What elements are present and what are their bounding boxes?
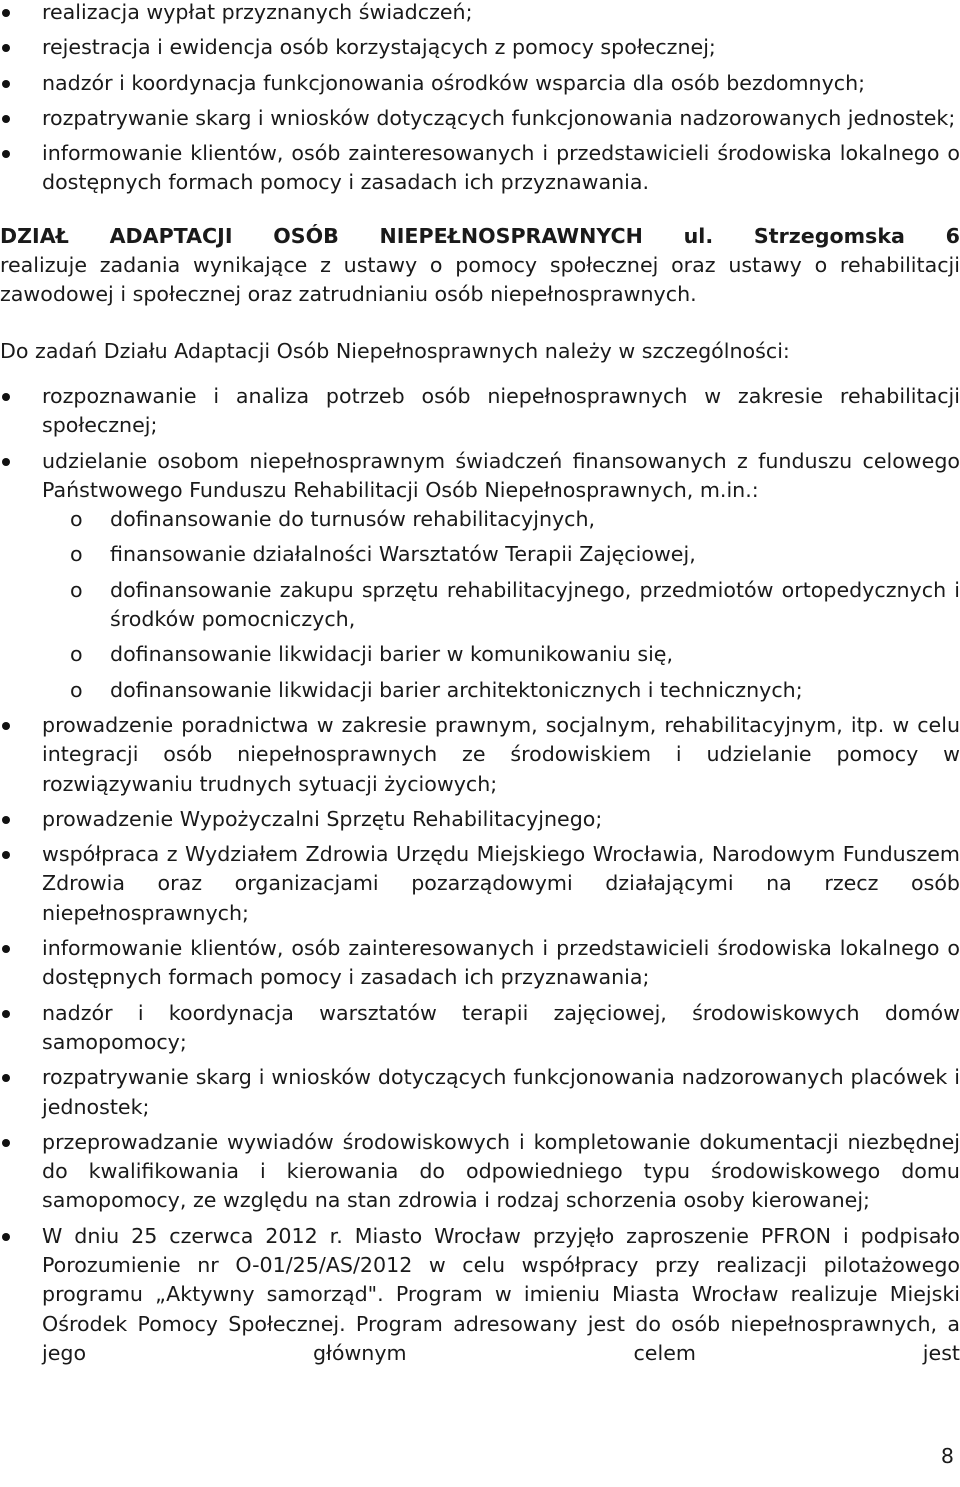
sub-list-item xyxy=(0,640,960,669)
sub-bullet: o xyxy=(70,542,83,567)
list-item: prowadzenie poradnictwa w zakresie prawnym, socjalnym, rehabilitacyjnym, itp. w celu integracji osób niepełnosprawnych ze środowiskiem i udzielanie pomocy w rozwiązywaniu trudnych sytuacji życiowych; xyxy=(0,711,960,799)
tasks-intro: Do zadań Działu Adaptacji Osób Niepełnosprawnych należy w szczególności: xyxy=(0,338,790,363)
sub-list-item xyxy=(0,676,960,705)
sub-list-text: dofinansowanie likwidacji barier w komunikowaniu się, xyxy=(110,642,674,667)
sub-bullet: o xyxy=(70,677,83,702)
list-item: informowanie klientów, osób zainteresowanych i przedstawicieli środowiska lokalnego o dostępnych formach pomocy i zasadach ich przyznawania. xyxy=(0,139,960,198)
section-heading: DZIAŁ ADAPTACJI OSÓB NIEPEŁNOSPRAWNYCH ul. Strzegomska 6 xyxy=(0,223,960,248)
page-number: 8 xyxy=(940,1444,954,1468)
sub-bullet: o xyxy=(70,642,83,667)
list-item: prowadzenie Wypożyczalni Sprzętu Rehabilitacyjnego; xyxy=(0,805,960,834)
list-item: rozpoznawanie i analiza potrzeb osób niepełnosprawnych w zakresie rehabilitacji społecznej; xyxy=(0,382,960,441)
list-item: współpraca z Wydziałem Zdrowia Urzędu Miejskiego Wrocławia, Narodowym Funduszem Zdrowia oraz organizacjami pozarządowymi działającymi na rzecz osób niepełnosprawnych; xyxy=(0,840,960,928)
sub-list-item xyxy=(0,505,960,534)
list-item: realizacja wypłat przyznanych świadczeń; xyxy=(0,0,960,27)
list-item-text: udzielanie osobom niepełnosprawnym świadczeń finansowanych z funduszu celowego Państwowego Funduszu Rehabilitacji Osób Niepełnosprawnych, m.in.: xyxy=(42,448,960,502)
list-item: W dniu 25 czerwca 2012 r. Miasto Wrocław przyjęło zaproszenie PFRON i podpisało Porozumienie nr O-01/25/AS/2012 w celu współpracy przy realizacji pilotażowego programu „Aktywny samorząd". Program w imieniu Miasta Wrocław realizuje Miejski Ośrodek Pomocy Społecznej. Program adresowany jest do osób niepełnosprawnych, a jego głównym celem jest xyxy=(0,1222,960,1368)
section-header xyxy=(0,222,960,310)
sub-list-text: dofinansowanie likwidacji barier architektonicznych i technicznych; xyxy=(110,677,803,702)
list-item: informowanie klientów, osób zainteresowanych i przedstawicieli środowiska lokalnego o dostępnych formach pomocy i zasadach ich przyznawania; xyxy=(0,934,960,993)
list-item xyxy=(0,447,960,705)
sub-list-text: dofinansowanie do turnusów rehabilitacyjnych, xyxy=(110,507,596,532)
list-item: nadzór i koordynacja funkcjonowania ośrodków wsparcia dla osób bezdomnych; xyxy=(0,69,960,98)
list-item: rejestracja i ewidencja osób korzystających z pomocy społecznej; xyxy=(0,33,960,62)
sub-list-text: dofinansowanie zakupu sprzętu rehabilitacyjnego, przedmiotów ortopedycznych i środków pomocniczych, xyxy=(110,577,960,632)
section-intro: realizuje zadania wynikające z ustawy o pomocy społecznej oraz ustawy o rehabilitacji zawodowej i społecznej oraz zatrudnianiu osób niepełnosprawnych. xyxy=(0,253,960,307)
sub-list-item xyxy=(0,576,960,635)
sub-list-text: finansowanie działalności Warsztatów Terapii Zajęciowej, xyxy=(110,542,696,567)
sub-list xyxy=(0,505,960,705)
sub-bullet: o xyxy=(70,577,83,602)
task-list-top xyxy=(0,0,960,198)
list-item: nadzór i koordynacja warsztatów terapii zajęciowej, środowiskowych domów samopomocy; xyxy=(0,999,960,1058)
sub-bullet: o xyxy=(70,507,83,532)
list-item: przeprowadzanie wywiadów środowiskowych i kompletowanie dokumentacji niezbędnej do kwalifikowania i kierowania do odpowiedniego typu środowiskowego domu samopomocy, ze względu na stan zdrowia i rodzaj schorzenia osoby kierowanej; xyxy=(0,1128,960,1216)
list-item: rozpatrywanie skarg i wniosków dotyczących funkcjonowania nadzorowanych placówek i jednostek; xyxy=(0,1063,960,1122)
sub-list-item xyxy=(0,540,960,569)
task-list-main xyxy=(0,382,960,1368)
list-item: rozpatrywanie skarg i wniosków dotyczących funkcjonowania nadzorowanych jednostek; xyxy=(0,104,960,133)
